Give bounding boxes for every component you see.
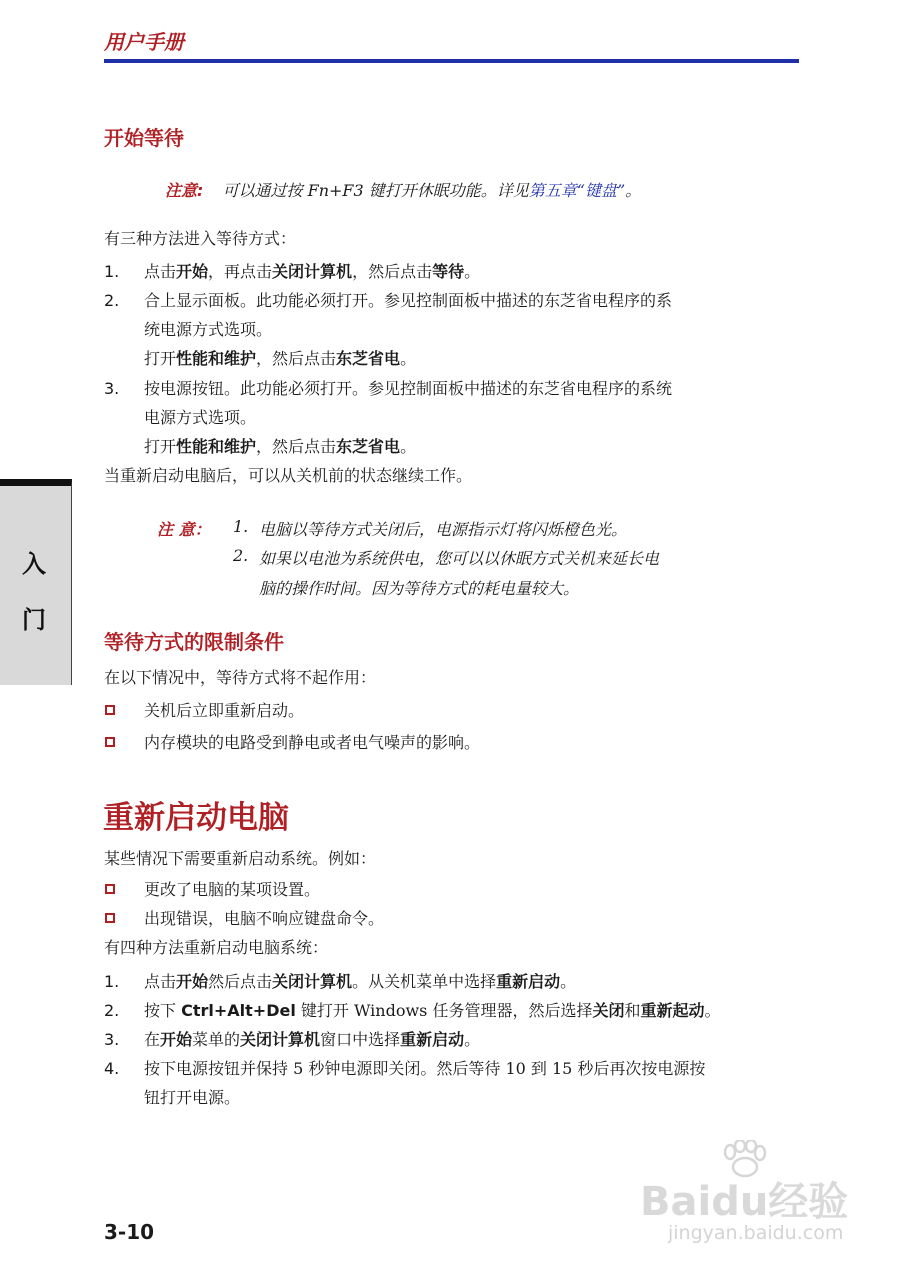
- list-item-line: 电源方式选项。: [144, 408, 257, 427]
- list-item: [144, 1001, 721, 1021]
- item-text: ，然后点击: [256, 349, 337, 368]
- item-text: 窗口中选择: [320, 1030, 401, 1049]
- item-bold: 重新起动: [640, 1001, 705, 1020]
- item-text: 键打开 Windows 任务管理器，然后选择: [295, 1001, 593, 1020]
- list-item-line: 钮打开电源。: [144, 1088, 241, 1107]
- watermark-main: Baidu经验: [640, 1179, 849, 1225]
- item-text: 菜单的: [192, 1030, 241, 1049]
- item-text: 在: [144, 1030, 161, 1049]
- item-bold: 重新启动: [496, 972, 561, 991]
- list-item-line: 统电源方式选项。: [144, 320, 273, 339]
- bullet-item: 更改了电脑的某项设置。: [144, 880, 321, 899]
- item-text: 。从关机菜单中选择: [352, 972, 497, 991]
- standby-intro: 有三种方法进入等待方式：: [104, 229, 297, 248]
- item-text: 按下: [144, 1001, 182, 1020]
- list-item: [144, 1030, 480, 1050]
- item-text: 和: [624, 1001, 641, 1020]
- item-text: 。: [704, 1001, 721, 1020]
- item-text: ，然后点击: [352, 262, 433, 281]
- note-fn-f3: [165, 178, 641, 201]
- item-bold: 开始: [176, 972, 209, 991]
- item-text: 然后点击: [208, 972, 273, 991]
- item-text: 点击: [144, 262, 177, 281]
- header-rule: [104, 59, 799, 63]
- note-line: 如果以电池为系统供电，您可以以休眠方式关机来延长电: [259, 549, 660, 568]
- list-item-subline: [144, 349, 416, 369]
- bullet-box: [105, 913, 115, 923]
- note-label: 注 意：: [157, 520, 211, 539]
- note-line: 脑的操作时间。因为等待方式的耗电量较大。: [259, 579, 580, 598]
- side-tab-char-1: 入: [22, 550, 46, 578]
- list-number: 2.: [104, 1001, 120, 1020]
- list-number: 2.: [104, 291, 120, 310]
- limits-intro: 在以下情况中，等待方式将不起作用：: [104, 668, 377, 687]
- bullet-box: [105, 705, 115, 715]
- restart-intro: 某些情况下需要重新启动系统。例如：: [104, 849, 377, 868]
- list-item-line: 合上显示面板。此功能必须打开。参见控制面板中描述的东芝省电程序的系: [144, 291, 673, 310]
- page-number: 3-10: [104, 1220, 155, 1244]
- item-bold: 等待: [432, 262, 465, 281]
- note-end: 。: [625, 181, 642, 200]
- list-number: 3.: [104, 1030, 120, 1049]
- side-tab-char-2: 门: [22, 606, 46, 634]
- list-number: 1.: [104, 262, 120, 281]
- item-bold: 开始: [160, 1030, 193, 1049]
- item-text: ，再点击: [208, 262, 273, 281]
- watermark-url: jingyan.baidu.com: [668, 1222, 844, 1244]
- note-label: 注意:: [165, 181, 204, 200]
- chapter-side-tab: [0, 479, 72, 685]
- list-item: [144, 972, 576, 992]
- running-header-title: 用户手册: [104, 30, 184, 54]
- list-number: 1.: [104, 972, 120, 991]
- list-item: [144, 262, 480, 282]
- note-number: 1.: [233, 517, 249, 536]
- section-heading-restart: 重新启动电脑: [103, 800, 289, 836]
- chapter-link[interactable]: 第五章“键盘”: [528, 181, 626, 200]
- note-line: 电脑以等待方式关闭后，电源指示灯将闪烁橙色光。: [259, 520, 628, 539]
- item-text: 。: [464, 262, 481, 281]
- list-number: 4.: [104, 1059, 120, 1078]
- note-text: 可以通过按 Fn+F3 键打开休眠功能。详见: [222, 181, 529, 200]
- item-bold: 关闭计算机: [240, 1030, 321, 1049]
- list-item-line: 按下电源按钮并保持 5 秒钟电源即关闭。然后等待 10 到 15 秒后再次按电源按: [144, 1059, 706, 1078]
- section-heading-limits: 等待方式的限制条件: [104, 630, 284, 654]
- item-bold: 开始: [176, 262, 209, 281]
- item-bold: 东芝省电: [336, 349, 401, 368]
- item-bold: Ctrl+Alt+Del: [181, 1001, 296, 1020]
- item-bold: 性能和维护: [176, 349, 257, 368]
- item-text: 点击: [144, 972, 177, 991]
- bullet-box: [105, 737, 115, 747]
- list-item-subline: [144, 437, 416, 457]
- item-bold: 重新启动: [400, 1030, 465, 1049]
- item-bold: 关闭计算机: [272, 262, 353, 281]
- restart-methods-intro: 有四种方法重新启动电脑系统：: [104, 938, 329, 957]
- item-text: 。: [400, 437, 417, 456]
- list-number: 3.: [104, 379, 120, 398]
- section-heading-standby: 开始等待: [104, 126, 184, 150]
- item-bold: 关闭: [592, 1001, 625, 1020]
- item-text: 。: [560, 972, 577, 991]
- bullet-item: 出现错误，电脑不响应键盘命令。: [144, 909, 385, 928]
- bullet-item: 内存模块的电路受到静电或者电气噪声的影响。: [144, 733, 481, 752]
- item-text: 。: [400, 349, 417, 368]
- item-text: 打开: [144, 349, 177, 368]
- bullet-box: [105, 884, 115, 894]
- bullet-item: 关机后立即重新启动。: [144, 701, 305, 720]
- item-bold: 性能和维护: [176, 437, 257, 456]
- item-bold: 东芝省电: [336, 437, 401, 456]
- note-number: 2.: [233, 546, 249, 565]
- item-text: 打开: [144, 437, 177, 456]
- resume-text: 当重新启动电脑后，可以从关机前的状态继续工作。: [104, 466, 473, 485]
- item-text: 。: [464, 1030, 481, 1049]
- list-item-line: 按电源按钮。此功能必须打开。参见控制面板中描述的东芝省电程序的系统: [144, 379, 673, 398]
- item-bold: 关闭计算机: [272, 972, 353, 991]
- item-text: ，然后点击: [256, 437, 337, 456]
